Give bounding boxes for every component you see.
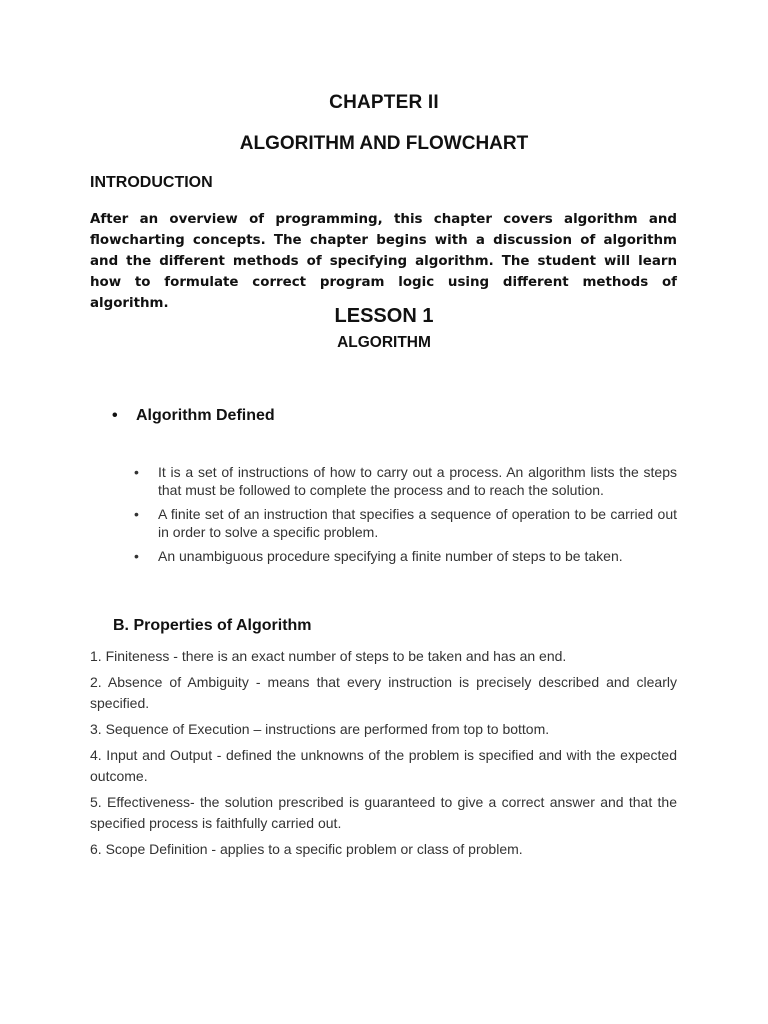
bullet-marker: •	[134, 548, 139, 564]
definition-text: A finite set of an instruction that specifies a sequence of operation to be carried out in order to solve a specific problem.	[158, 506, 677, 540]
property-item: 2. Absence of Ambiguity - means that every instruction is precisely described and clearly specified.	[90, 674, 677, 711]
intro-heading: INTRODUCTION	[90, 174, 213, 191]
property-item: 4. Input and Output - defined the unknowns of the problem is specified and with the expected outcome.	[90, 747, 677, 784]
section-a-heading-text: Algorithm Defined	[136, 407, 275, 424]
bullet-marker: •	[134, 506, 139, 522]
section-b-heading: B. Properties of Algorithm	[113, 617, 312, 634]
definition-item	[134, 505, 677, 541]
definition-item	[134, 463, 677, 499]
lesson-subtitle: ALGORITHM	[337, 334, 431, 351]
bullet-marker: •	[112, 407, 118, 424]
chapter-label: CHAPTER II	[329, 92, 439, 113]
section-a-heading	[112, 407, 275, 425]
bullet-marker: •	[134, 464, 139, 480]
definition-list	[134, 463, 677, 571]
definition-text: It is a set of instructions of how to carry out a process. An algorithm lists the steps that must be followed to complete the process and to reach the solution.	[158, 464, 677, 498]
definition-item	[134, 547, 677, 565]
property-item: 5. Effectiveness- the solution prescribed is guaranteed to give a correct answer and that the specified process is faithfully carried out.	[90, 794, 677, 831]
chapter-title: ALGORITHM AND FLOWCHART	[239, 133, 529, 154]
definition-text: An unambiguous procedure specifying a finite number of steps to be taken.	[158, 548, 623, 564]
property-item: 3. Sequence of Execution – instructions are performed from top to bottom.	[90, 721, 550, 737]
properties-list	[90, 646, 677, 865]
property-item: 1. Finiteness - there is an exact number of steps to be taken and has an end.	[90, 648, 567, 664]
lesson-title: LESSON 1	[334, 305, 434, 327]
property-item: 6. Scope Definition - applies to a specific problem or class of problem.	[90, 841, 523, 857]
intro-paragraph: After an overview of programming, this chapter covers algorithm and flowcharting concepts. The chapter begins with a discussion of algorithm and the different methods of specifying algorithm. The student will learn how to formulate correct program logic using different methods of algorithm.	[90, 212, 677, 311]
